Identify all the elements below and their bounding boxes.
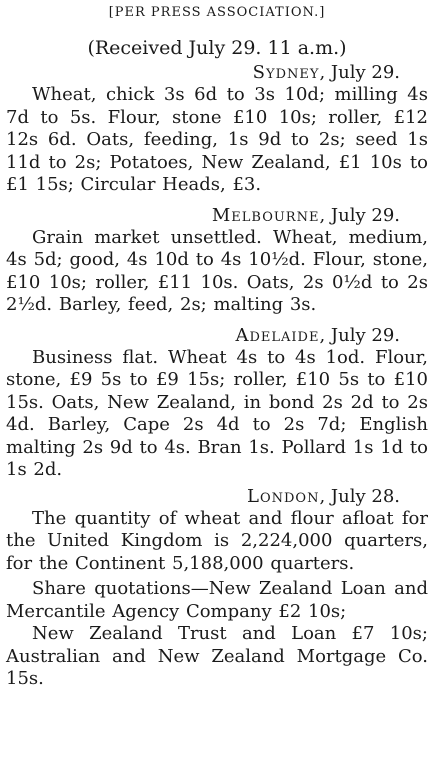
london-grain-afloat: The quantity of wheat and flour afloat for the United Kingdom is 2,224,000 quarters, for the Continent 5,188,000 quarters. — [6, 507, 428, 574]
dateline-date: , July 29. — [319, 204, 400, 226]
dateline-sydney — [6, 62, 428, 84]
dateline-city: Melbourne — [211, 204, 320, 226]
dateline-date: , July 29. — [319, 324, 400, 346]
press-association-header: [PER PRESS ASSOCIATION.] — [108, 5, 326, 20]
melbourne-report: Grain market unsettled. Wheat, medium, 4s 5d; good, 4s 10d to 4s 10½d. Flour, stone, £10 10s; roller, £11 10s. Oats, 2s 0½d to 2s 2½d. Barley, feed, 2s; malting 3s. — [6, 226, 428, 315]
dateline-date: , July 29. — [319, 62, 400, 83]
adelaide-report: Business flat. Wheat 4s to 4s 1od. Flour, stone, £9 5s to £9 15s; roller, £10 5s to £10 15s. Oats, New Zealand, in bond 2s 2d to 2s 4d. Barley, Cape 2s 4d to 2s 7d; English malting 2s 9d to 4s. Bran 1s. Pollard 1s 1d to 1s 2d. — [6, 346, 428, 480]
dateline-city: Sydney — [252, 62, 320, 83]
dateline-date: , July 28. — [319, 485, 400, 507]
london-trust-and-loan: New Zealand Trust and Loan £7 10s; Australian and New Zealand Mortgage Co. 15s. — [6, 623, 428, 689]
london-share-quotations: Share quotations—New Zealand Loan and Mercantile Agency Company £2 10s; — [6, 578, 428, 622]
sydney-report: Wheat, chick 3s 6d to 3s 10d; milling 4s 7d to 5s. Flour, stone £10 10s; roller, £12 12s 6d. Oats, feeding, 1s 9d to 2s; seed 1s 11d to 2s; Potatoes, New Zealand, £1 10s to £1 15s; Circular Heads, £3. — [6, 84, 428, 195]
dateline-adelaide — [6, 325, 428, 347]
dateline-city: Adelaide — [235, 324, 320, 346]
dateline-city: London — [247, 485, 320, 507]
dateline-melbourne — [6, 205, 428, 227]
dateline-london — [6, 486, 428, 508]
received-line: (Received July 29. 11 a.m.) — [87, 37, 347, 59]
